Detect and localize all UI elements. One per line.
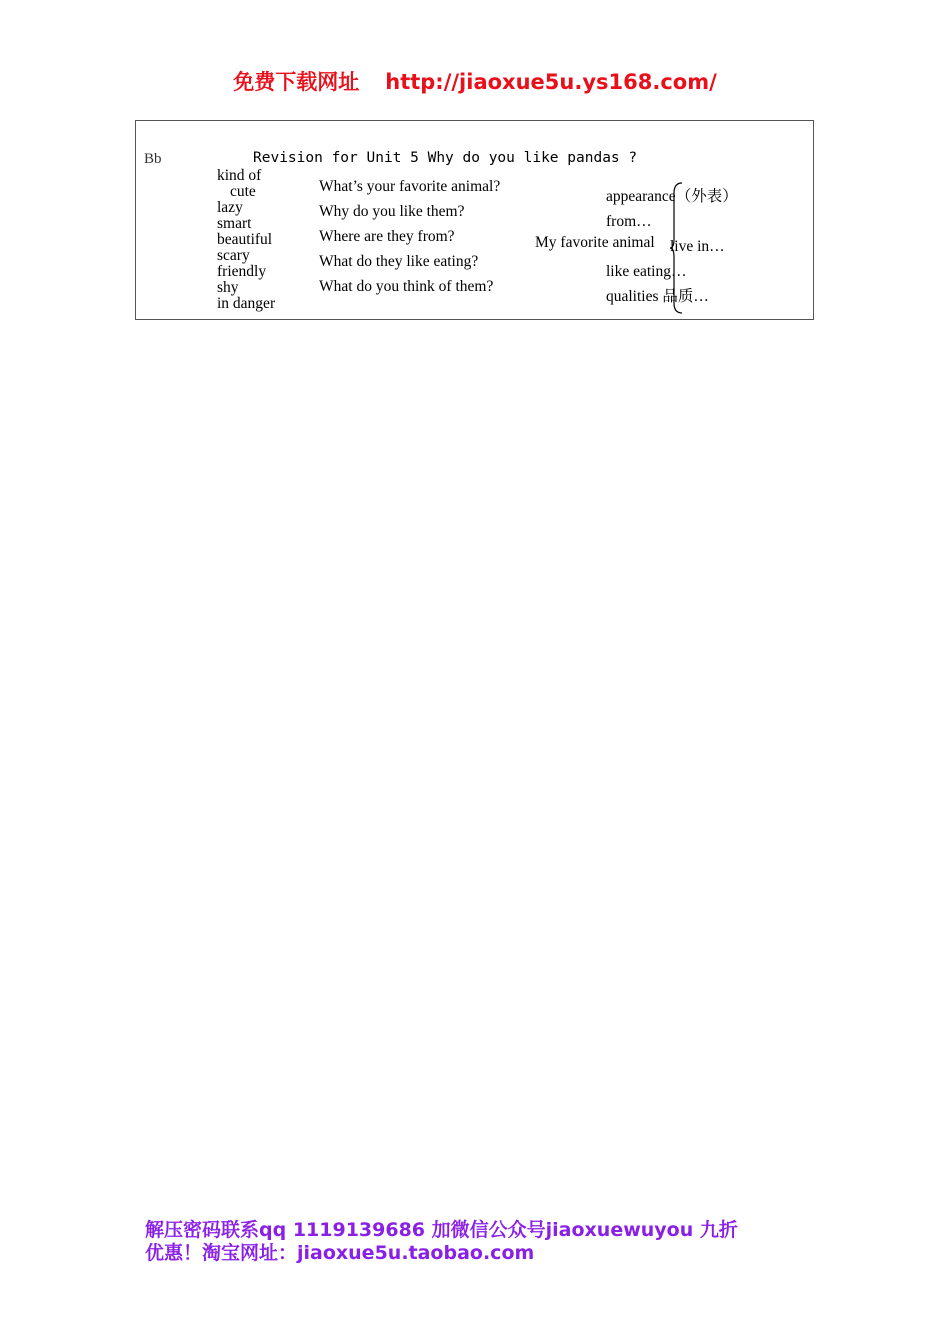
adjective-item: kind of: [217, 167, 262, 184]
footer-line-1: 解压密码联系qq 1119139686 加微信公众号jiaoxuewuyou 九折: [145, 1219, 738, 1241]
board-label: Bb: [144, 151, 162, 167]
adjective-item: cute: [230, 183, 256, 200]
question-item: Why do you like them?: [319, 203, 465, 220]
board-title: Revision for Unit 5 Why do you like pandas ?: [253, 150, 638, 166]
topic-item: live in…: [670, 238, 725, 255]
topic-item: qualities 品质…: [606, 288, 709, 305]
header-site-label: 免费下载网址: [233, 70, 360, 94]
adjective-item: in danger: [217, 295, 276, 312]
topic-list: [606, 184, 738, 309]
page-header: [0, 66, 950, 96]
page-footer: [145, 1219, 785, 1265]
question-item: What do they like eating?: [319, 253, 479, 270]
adjective-item: beautiful: [217, 231, 273, 248]
adjective-list: [217, 168, 275, 312]
adjective-item: scary: [217, 247, 250, 264]
favorite-prefix: My favorite animal: [535, 234, 655, 251]
topic-item: appearance（外表）: [606, 188, 738, 205]
question-item: What do you think of them?: [319, 278, 494, 295]
topic-item: like eating…: [606, 263, 687, 280]
adjective-item: lazy: [217, 199, 243, 216]
topic-item: from…: [606, 213, 652, 230]
adjective-item: shy: [217, 279, 239, 296]
question-list: [319, 174, 500, 299]
adjective-item: friendly: [217, 263, 267, 280]
header-url-link[interactable]: http://jiaoxue5u.ys168.com/: [385, 70, 717, 94]
footer-line-2: 优惠！淘宝网址：jiaoxue5u.taobao.com: [145, 1242, 535, 1264]
question-item: What’s your favorite animal?: [319, 178, 501, 195]
question-item: Where are they from?: [319, 228, 455, 245]
blackboard-box: [135, 120, 814, 320]
adjective-item: smart: [217, 215, 252, 232]
